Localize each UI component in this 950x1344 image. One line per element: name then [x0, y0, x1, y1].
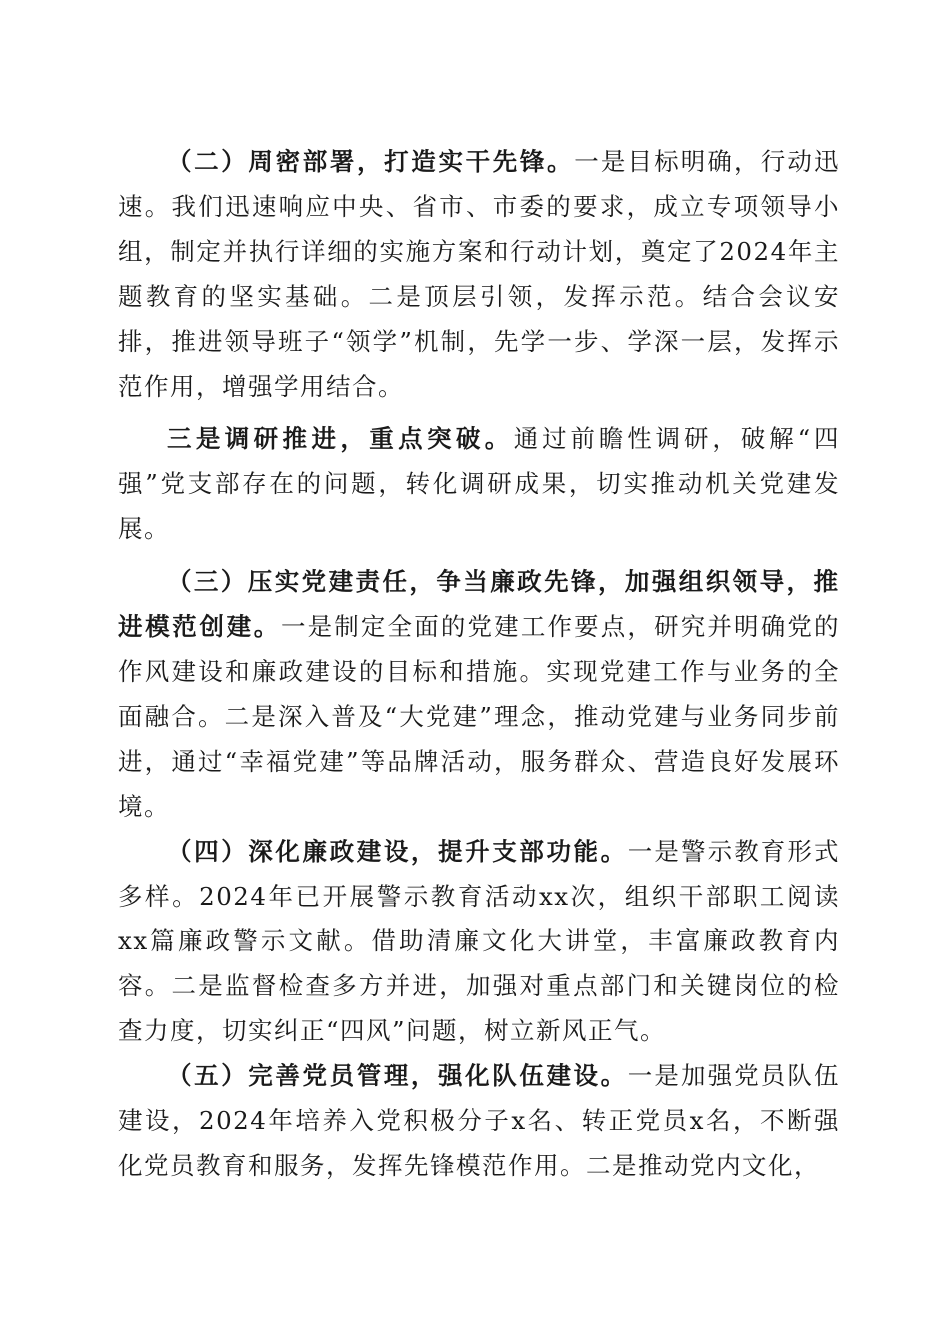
paragraph-heading: （四）深化廉政建设，提升支部功能。	[167, 836, 628, 866]
paragraph-section-4	[118, 830, 840, 1055]
paragraph-heading: （三）压实党建责任，争当廉政先锋，加强组织领导，推进模范创建。	[118, 567, 840, 642]
paragraph-body: 一是制定全面的党建工作要点，研究并明确党的作风建设和廉政建设的目标和措施。实现党建工作与业务的全面融合。二是深入普及“大党建”理念，推动党建与业务同步前进，通过“幸福党建”等品牌活动，服务群众、营造良好发展环境。	[118, 612, 841, 821]
paragraph-heading: 三是调研推进，重点突破。	[167, 424, 514, 454]
paragraph-section-2	[118, 140, 840, 409]
document-page	[118, 140, 840, 1189]
paragraph-body: 通过前瞻性调研，破解“四强”党支部存在的问题，转化调研成果，切实推动机关党建发展。	[118, 424, 841, 544]
paragraph-body: 一是加强党员队伍建设，2024年培养入党积极分子x名、转正党员x名，不断强化党员教育和服务，发挥先锋模范作用。二是推动党内文化，	[118, 1061, 841, 1180]
paragraph-section-3	[118, 560, 840, 829]
paragraph-research	[118, 417, 840, 552]
paragraph-body: 一是警示教育形式多样。2024年已开展警示教育活动xx次，组织干部职工阅读xx篇廉政警示文献。借助清廉文化大讲堂，丰富廉政教育内容。二是监督检查多方并进，加强对重点部门和关键岗位的检查力度，切实纠正“四风”问题，树立新风正气。	[118, 836, 841, 1046]
paragraph-heading: （五）完善党员管理，强化队伍建设。	[167, 1061, 628, 1091]
paragraph-section-5	[118, 1054, 840, 1189]
paragraph-body: 一是目标明确，行动迅速。我们迅速响应中央、省市、市委的要求，成立专项领导小组，制定并执行详细的实施方案和行动计划，奠定了2024年主题教育的坚实基础。二是顶层引领，发挥示范。结合会议安排，推进领导班子“领学”机制，先学一步、学深一层，发挥示范作用，增强学用结合。	[118, 147, 840, 401]
paragraph-heading: （二）周密部署，打造实干先锋。	[167, 147, 575, 176]
